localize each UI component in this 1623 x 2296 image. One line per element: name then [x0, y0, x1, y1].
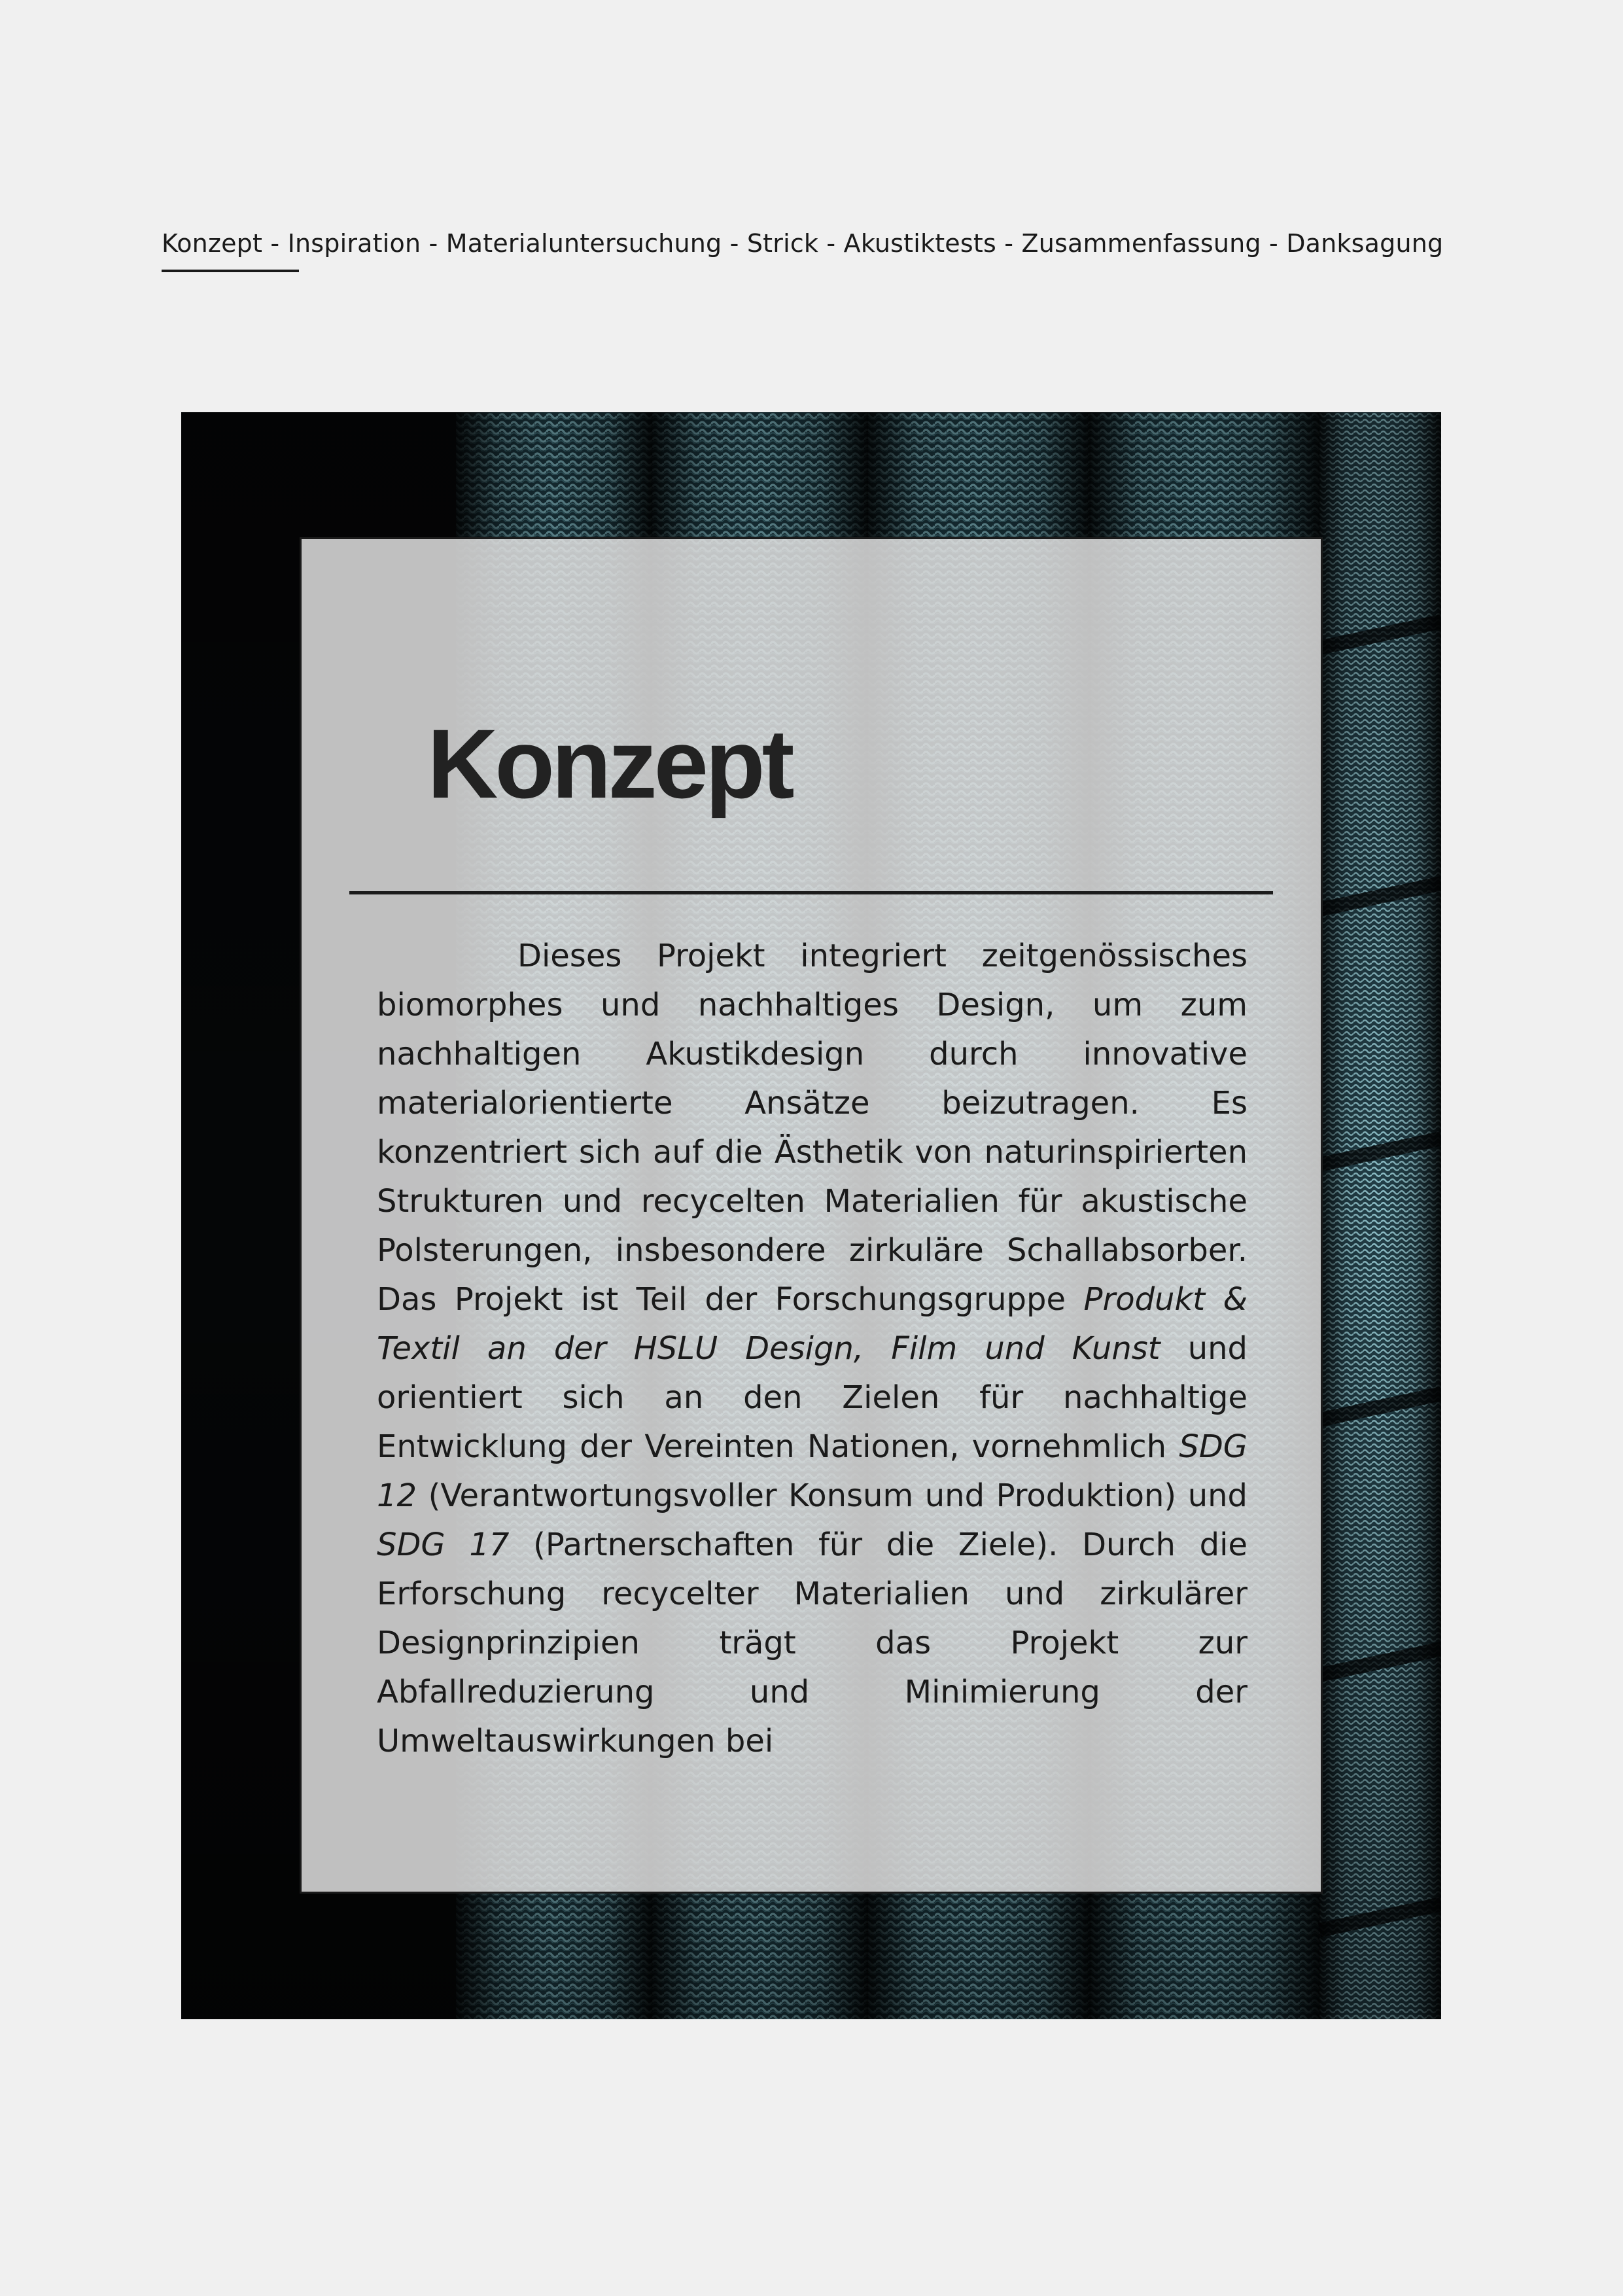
body-text: (Verantwortungsvoller Konsum und Produktion) und	[417, 1477, 1248, 1514]
nav-separator: -	[421, 229, 446, 258]
nav-item-materialuntersuchung[interactable]: Materialuntersuchung	[445, 229, 722, 258]
concept-paragraph	[377, 932, 1248, 1766]
nav-item-akustiktests[interactable]: Akustiktests	[843, 229, 996, 258]
active-nav-underline	[162, 270, 299, 272]
body-text-italic: SDG 12	[377, 1428, 1248, 1514]
nav-item-konzept[interactable]: Konzept	[162, 229, 263, 258]
section-navigation	[162, 229, 1443, 258]
nav-item-zusammenfassung[interactable]: Zusammenfassung	[1021, 229, 1261, 258]
body-text-italic: Produkt & Textil an der HSLU Design, Film und Kunst	[377, 1281, 1248, 1367]
nav-item-danksagung[interactable]: Danksagung	[1286, 229, 1444, 258]
body-text: Dieses Projekt integriert zeitgenössisches biomorphes und nachhaltiges Design, um zum nachhaltigen Akustikdesign durch innovative materialorientierte Ansätze beizutragen. Es konzentriert sich auf die Ästhetik von naturinspirierten Strukturen und recycelten Materialien für akustische Polsterungen, insbesondere zirkuläre Schallabsorber. Das Projekt ist Teil der Forschungsgruppe	[377, 938, 1248, 1318]
page-title: Konzept	[427, 709, 792, 819]
nav-separator: -	[996, 229, 1022, 258]
body-text: (Partnerschaften für die Ziele). Durch die Erforschung recycelter Materialien und zirkulärer Designprinzipien trägt das Projekt zur Abfallreduzierung und Minimierung der Umweltauswirkungen bei	[377, 1527, 1248, 1759]
body-text-italic: SDG 17	[377, 1527, 510, 1563]
nav-separator: -	[1261, 229, 1287, 258]
knit-textile-photo	[181, 412, 1441, 2019]
nav-separator: -	[722, 229, 747, 258]
body-text: und orientiert sich an den Zielen für nachhaltige Entwicklung der Vereinten Nationen, vornehmlich	[377, 1330, 1248, 1465]
concept-card	[302, 539, 1321, 1892]
title-divider	[349, 891, 1273, 894]
nav-item-inspiration[interactable]: Inspiration	[287, 229, 421, 258]
nav-item-strick[interactable]: Strick	[746, 229, 819, 258]
nav-separator: -	[818, 229, 844, 258]
nav-separator: -	[262, 229, 288, 258]
